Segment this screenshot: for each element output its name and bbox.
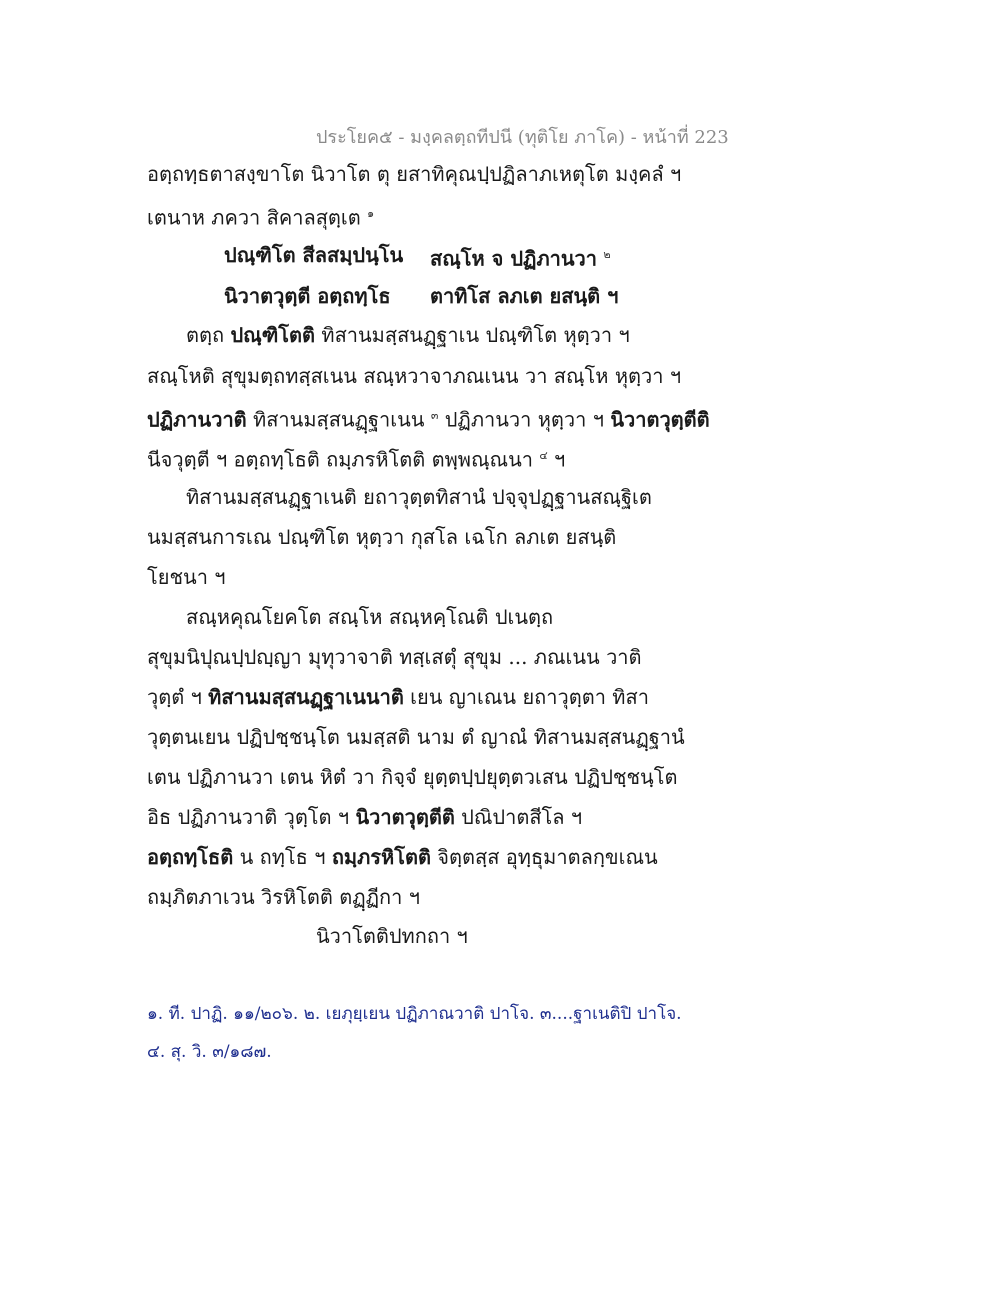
text-line: อตฺถทฺธตาสงฺขาโต นิวาโต ตุ ยสาทิคุณปฺปฏิลาภเหตุโต มงฺคลํ ฯ xyxy=(147,162,682,186)
section-title: นิวาโตติปทกถา ฯ xyxy=(316,924,468,948)
text-line: ตตฺถ ปณฺฑิโตติ ทิสานมสฺสนฏฺฐาเน ปณฺฑิโต หุตฺวา ฯ xyxy=(186,323,630,347)
footnote-line: ๔. สุ. วิ. ๓/๑๘๗. xyxy=(147,1042,272,1062)
text-line: สุขุมนิปุณปฺปญฺญา มุทุวาจาติ ทสฺเสตุํ สุขุม ... ภณเนน วาติ xyxy=(147,645,642,669)
verse-line: ตาทิโส ลภเต ยสนฺติ ฯ xyxy=(430,284,619,308)
text-line: สณฺโหติ สุขุมตฺถทสฺสเนน สณฺหวาจาภณเนน วา สณฺโห หุตฺวา ฯ xyxy=(147,364,682,388)
page-header: ประโยค๕ - มงฺคลตฺถทีปนี (ทุติโย ภาโค) - หน้าที่ 223 xyxy=(316,127,729,148)
text-line: โยชนา ฯ xyxy=(147,565,226,589)
verse-line: นิวาตวุตฺตี อตฺถทฺโธ xyxy=(224,284,391,308)
text-line: ปฏิภานวาติ ทิสานมสฺสนฏฺฐาเนน $^๓$ ปฏิภานวา หุตฺวา ฯ นิวาตวุตฺตีติ xyxy=(147,407,710,432)
text-line: วุตฺตํ ฯ ทิสานมสฺสนฏฺฐาเนนาติ เยน ญาเณน ยถาวุตฺตา ทิสา xyxy=(147,685,649,709)
text-line: ทิสานมสฺสนฏฺฐาเนติ ยถาวุตฺตทิสานํ ปจฺจุปฏฺฐานสณฺฐิเต xyxy=(186,485,652,509)
footnote-ref: ๓ xyxy=(430,409,439,422)
text-line: ถมฺภิตภาเวน วิรหิโตติ ตฏฺฏีกา ฯ xyxy=(147,885,420,909)
text-line: อตฺถทฺโธติ น ถทฺโธ ฯ ถมฺภรหิโตติ จิตฺตสฺส อุทฺธุมาตลกฺขเณน xyxy=(147,845,658,869)
text-line: อิธ ปฏิภานวาติ วุตฺโต ฯ นิวาตวุตฺตีติ ปณิปาตสีโล ฯ xyxy=(147,805,583,829)
footnote-ref: ๔ xyxy=(539,449,548,462)
text-line: สณฺหคุณโยคโต สณฺโห สณฺหคฺโณติ ปเนตฺถ xyxy=(186,605,554,629)
text-line: วุตฺตนเยน ปฏิปชฺชนฺโต นมสฺสติ นาม ตํ ญาณํ ทิสานมสฺสนฏฺฐานํ xyxy=(147,725,685,749)
footnote-ref: ๒ xyxy=(603,248,611,261)
text-line: เตน ปฏิภานวา เตน หิตํ วา กิจฺจํ ยุตฺตปฺปยุตฺตวเสน ปฏิปชฺชนฺโต xyxy=(147,765,678,789)
text-line: นีจวุตฺตี ฯ อตฺถทฺโธติ ถมฺภรหิโตติ ตพฺพณฺณนา $^๔$ ฯ xyxy=(147,447,566,472)
verse-line: ปณฺฑิโต สีลสมฺปนฺโน xyxy=(224,243,404,267)
footnote-line: ๑. ที. ปาฏิ. ๑๑/๒๐๖. ๒. เยภุยฺเยน ปฏิภาณวาติ ปาโจ. ๓....ฐาเนติปิ ปาโจ. xyxy=(147,1004,682,1024)
verse-line: สณฺโห จ ปฏิภานวา $^๒$ xyxy=(430,246,611,271)
footnote-ref: ๑ xyxy=(367,207,375,220)
text-line: นมสฺสนการเณ ปณฺฑิโต หุตฺวา กุสโล เฉโก ลภเต ยสนฺติ xyxy=(147,525,617,549)
text-line: เตนาห ภควา สิคาลสุตฺเต $^๑$ xyxy=(147,205,375,230)
